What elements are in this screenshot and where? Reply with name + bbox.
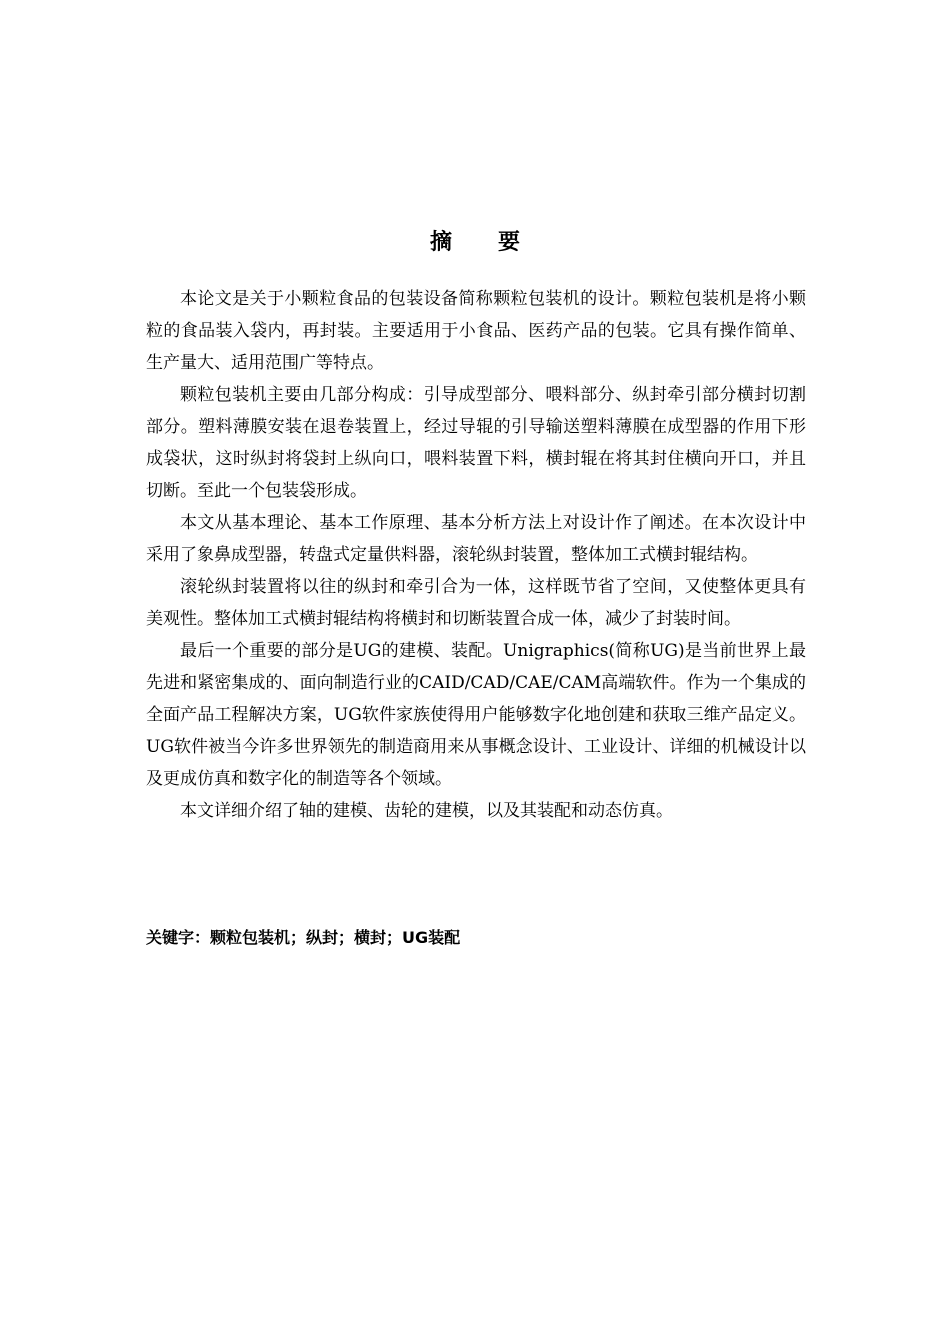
abstract-title-char-1: 摘 bbox=[429, 230, 452, 255]
abstract-title-char-2: 要 bbox=[498, 230, 521, 255]
abstract-paragraph-5: 最后一个重要的部分是UG的建模、装配。Unigraphics(简称UG)是当前世界上最先进和紧密集成的、面向制造行业的CAID/CAD/CAE/CAM高端软件。作为一个集成的全面产品工程解决方案，UG软件家族使得用户能够数字化地创建和获取三维产品定义。UG软件被当今许多世界领先的制造商用来从事概念设计、工业设计、详细的机械设计以及更成仿真和数字化的制造等各个领域。 bbox=[146, 641, 806, 789]
keywords-line: 关键字：颗粒包装机；纵封；横封；UG装配 bbox=[146, 928, 461, 947]
abstract-title bbox=[0, 225, 950, 256]
abstract-body bbox=[146, 283, 806, 827]
abstract-paragraph-6: 本文详细介绍了轴的建模、齿轮的建模，以及其装配和动态仿真。 bbox=[180, 801, 673, 821]
abstract-paragraph-3: 本文从基本理论、基本工作原理、基本分析方法上对设计作了阐述。在本次设计中采用了象鼻成型器，转盘式定量供料器，滚轮纵封装置，整体加工式横封辊结构。 bbox=[146, 513, 806, 565]
abstract-paragraph-1: 本论文是关于小颗粒食品的包装设备简称颗粒包装机的设计。颗粒包装机是将小颗粒的食品装入袋内，再封装。主要适用于小食品、医药产品的包装。它具有操作简单、生产量大、适用范围广等特点。 bbox=[146, 289, 806, 373]
abstract-paragraph-4: 滚轮纵封装置将以往的纵封和牵引合为一体，这样既节省了空间，又使整体更具有美观性。整体加工式横封辊结构将横封和切断装置合成一体，减少了封装时间。 bbox=[146, 577, 806, 629]
abstract-paragraph-2: 颗粒包装机主要由几部分构成：引导成型部分、喂料部分、纵封牵引部分横封切割部分。塑料薄膜安装在退卷装置上，经过导辊的引导输送塑料薄膜在成型器的作用下形成袋状，这时纵封将袋封上纵向口，喂料装置下料，横封辊在将其封住横向开口，并且切断。至此一个包装袋形成。 bbox=[146, 385, 806, 501]
